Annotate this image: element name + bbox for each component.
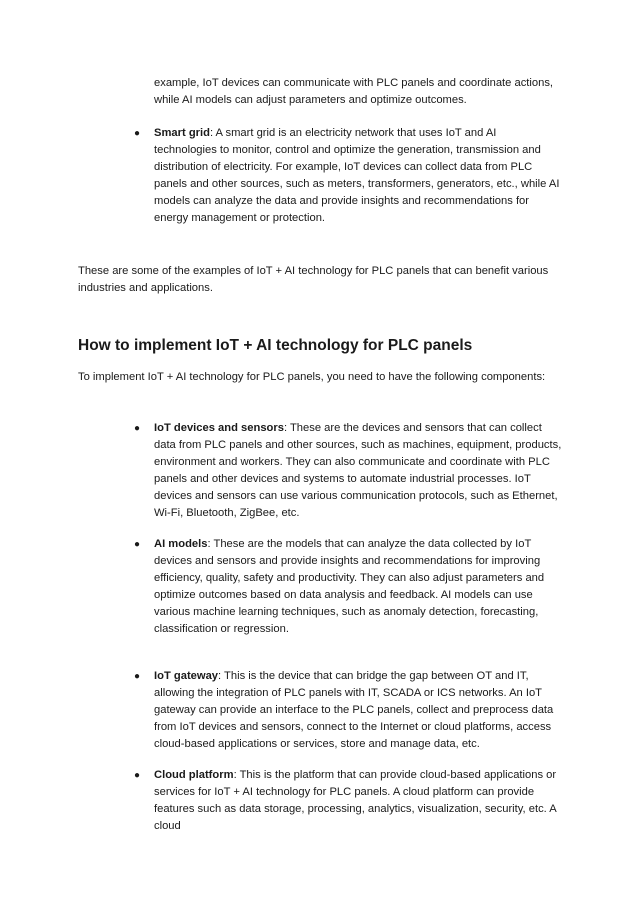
intro-paragraph: To implement IoT + AI technology for PLC panels, you need to have the following components: <box>78 371 546 383</box>
continuation-paragraph: example, IoT devices can communicate with PLC panels and coordinate actions, while AI models can adjust parameters and optimize outcomes. <box>154 77 554 106</box>
section-heading: How to implement IoT + AI technology for PLC panels <box>78 337 473 354</box>
list-term: AI models <box>154 538 208 550</box>
bullet-icon: ● <box>134 539 141 550</box>
list-text: : This is the platform that can provide cloud-based applications or services for IoT + AI technology for PLC panels. A cloud platform can provide features such as data storage, processing, analytics, visualization, security, etc. A cloud <box>154 769 557 832</box>
list-text: : This is the device that can bridge the gap between OT and IT, allowing the integration of PLC panels with IT, SCADA or ICS networks. An IoT gateway can provide an interface to the PLC panels, collect and preprocess data from IoT devices and sensors, connect to the Internet or cloud platforms, access cloud-based applications or services, store and manage data, etc. <box>154 670 554 750</box>
list-term: Cloud platform <box>154 769 234 781</box>
list-item-ai-models <box>134 536 562 638</box>
list-term: IoT devices and sensors <box>154 422 284 434</box>
list-term: IoT gateway <box>154 670 219 682</box>
list-text: : These are the devices and sensors that can collect data from PLC panels and other sources, such as machines, equipment, products, environment and workers. They can also communicate and coordinate with PLC panels and other devices and systems to automate industrial processes. IoT devices and sensors can use various communication protocols, such as Ethernet, Wi-Fi, Bluetooth, ZigBee, etc. <box>154 422 562 519</box>
list-term: Smart grid <box>154 127 210 139</box>
list-item-smart-grid <box>134 125 562 227</box>
summary-paragraph: These are some of the examples of IoT + AI technology for PLC panels that can benefit various industries and applications. <box>78 265 549 294</box>
list-text: : A smart grid is an electricity network that uses IoT and AI technologies to monitor, control and optimize the generation, transmission and distribution of electricity. For example, IoT devices can collect data from PLC panels and other sources, such as meters, transformers, generators, etc., while AI models can analyze the data and provide insights and recommendations for energy management or protection. <box>154 127 560 224</box>
bullet-icon: ● <box>134 423 141 434</box>
bullet-icon: ● <box>134 770 141 781</box>
list-text: : These are the models that can analyze the data collected by IoT devices and sensors and provide insights and recommendations for improving efficiency, quality, safety and productivity. They can also adjust parameters and optimize outcomes based on data analysis and feedback. AI models can use various machine learning techniques, such as anomaly detection, forecasting, classification or regression. <box>154 538 545 635</box>
bullet-icon: ● <box>134 671 141 682</box>
list-item-cloud-platform <box>134 767 562 835</box>
list-item-iot-devices <box>134 420 562 522</box>
list-item-iot-gateway <box>134 668 562 753</box>
bullet-icon: ● <box>134 128 141 139</box>
